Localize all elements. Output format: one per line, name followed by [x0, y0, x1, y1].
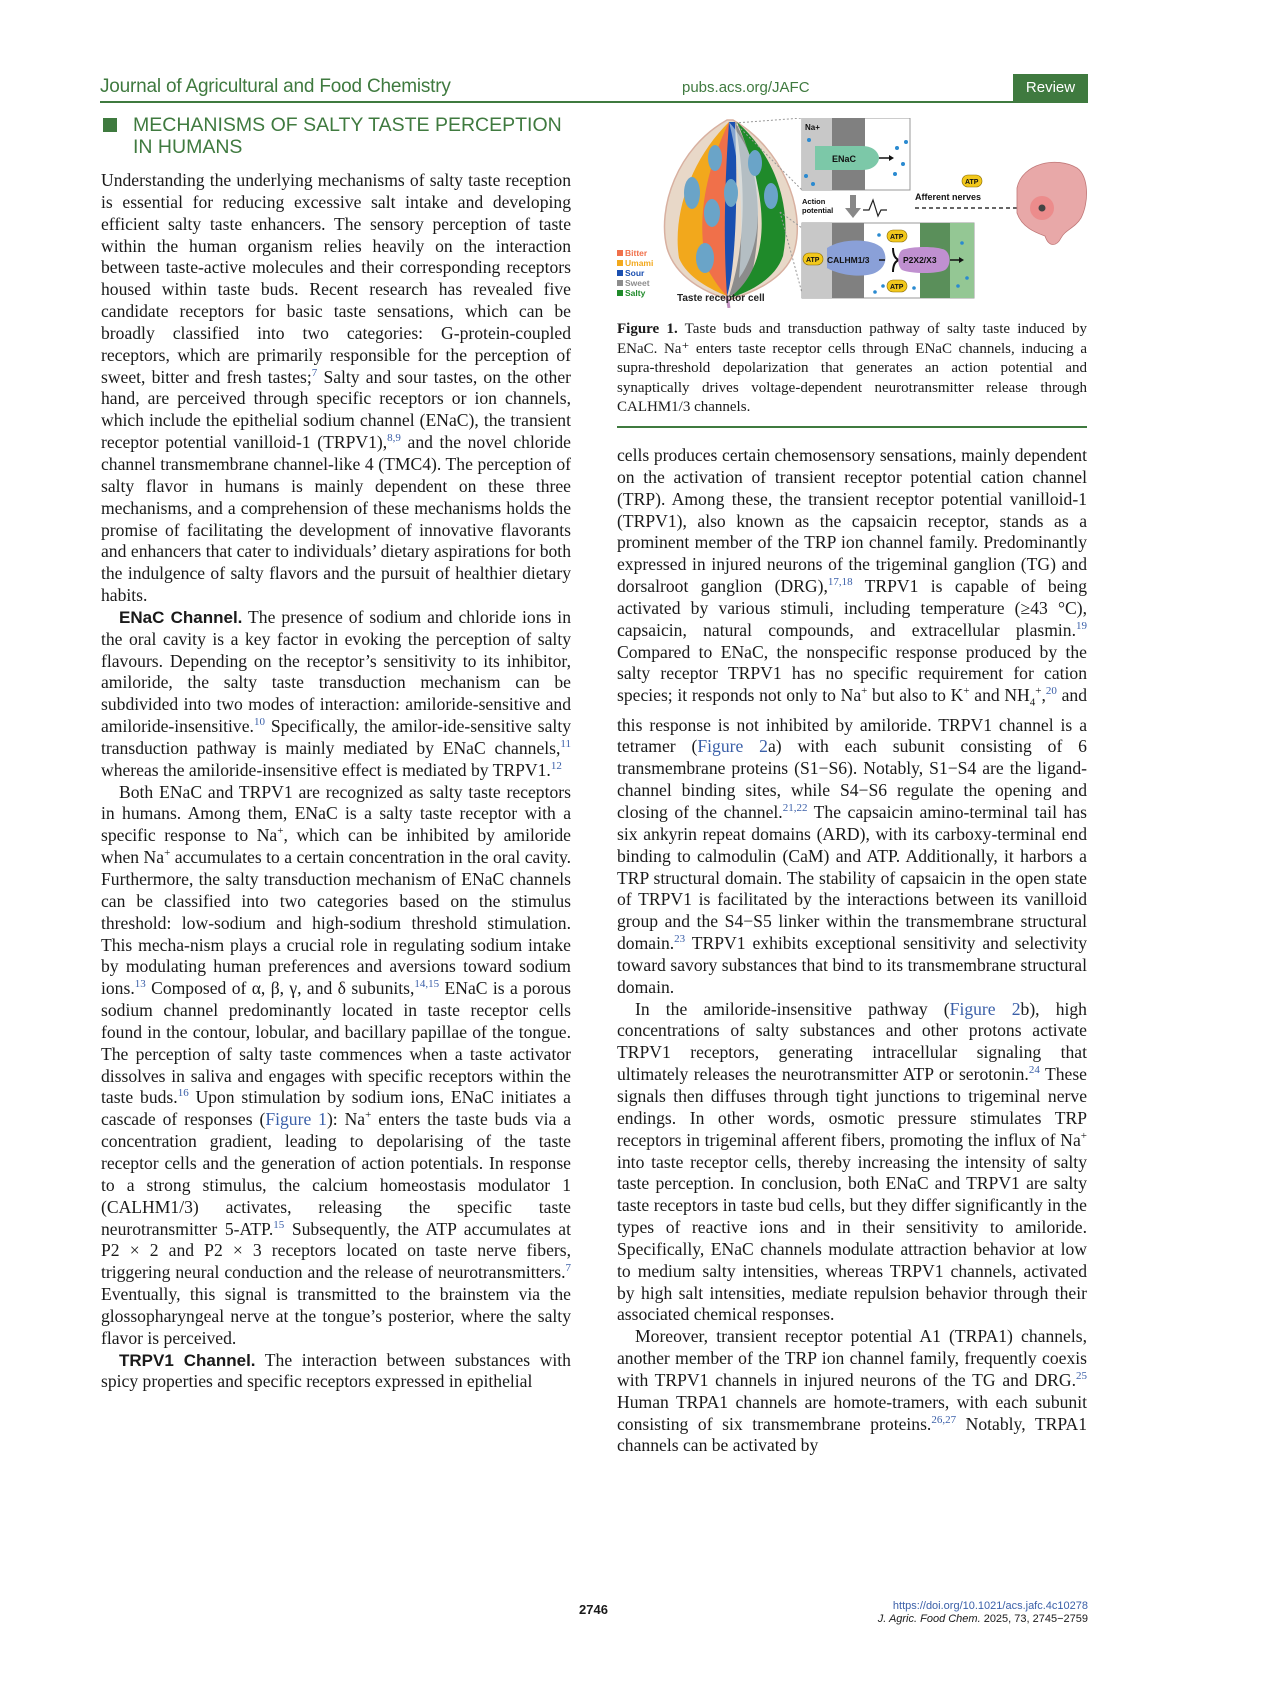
svg-text:Afferent nerves: Afferent nerves: [915, 192, 982, 202]
citation-link[interactable]: 7: [311, 366, 318, 379]
subsection-heading-enac: ENaC Channel.: [119, 607, 243, 627]
subsection-heading-trpv1: TRPV1 Channel.: [119, 1350, 256, 1370]
section-square-icon: [103, 118, 117, 132]
citation-link[interactable]: 23: [674, 933, 686, 946]
svg-text:ATP: ATP: [890, 284, 904, 291]
doi-link[interactable]: https://doi.org/10.1021/acs.jafc.4c10278: [892, 1600, 1088, 1612]
citation-link[interactable]: 19: [1076, 619, 1087, 632]
citation-link[interactable]: 10: [253, 716, 265, 729]
trpa1-paragraph: Moreover, transient receptor potential A1 (TRPA1) channels, another member of the TRP ion channel family, frequently coexis with TRPV1 channels in injured neurons of the TG and DRG.$^{25}$ Human TRPA1 channels are homote-tramers, with each subunit consisting of six transmembrane proteins.$^{26,27}$ Notably, TRPA1 channels can be activated by: [617, 1326, 1087, 1456]
citation-link[interactable]: 7: [565, 1262, 571, 1275]
trpv1-continuation-paragraph: cells produces certain chemosensory sensations, mainly dependent on the activation of transient receptor potential cation channel (TRP). Among these, the transient receptor potential vanilloid-1 (TRPV1), also known as the capsaicin receptor, stands as a prominent member of the TRP ion channel family. Predominantly expressed in injured neurons of the trigeminal ganglion (TG) and dorsalroot ganglion (DRG),$^{17,18}$ TRPV1 is capable of being activated by various stimuli, including temperature (≥43 °C), capsaicin, natural compounds, and extracellular plasmin.$^{19}$ Compared to ENaC, the nonspecific response produced by the salty receptor TRPV1 has no specific requirement for cation species; it responds not only to Na+ but also to K+ and $NH_4^+,^{20}$ and this response is not inhibited by amiloride. TRPV1 channel is a tetramer (Figure 2a) with each subunit consisting of 6 transmembrane proteins (S1−S6). Notably, S1−S4 are the ligand-channel binding sites, while S4−S6 regulate the opening and closing of the channel.$^{21,22}$ The capsaicin amino-terminal tail has six ankyrin repeat domains (ARD), with its carboxy-terminal end binding to calmodulin (CaM) and ATP. Additionally, it harbors a TRP structural domain. The stability of capsaicin in the open state of TRPV1 is facilitated by the interactions between its vanilloid group and the S4−S5 linker within the transmembrane structural domain.$^{23}$ TRPV1 exhibits exceptional sensitivity and selectivity toward savory substances that bind to its transmembrane structural domain.: [617, 445, 1088, 997]
svg-text:Action: Action: [802, 197, 826, 206]
citation-link[interactable]: 26,27: [931, 1413, 957, 1426]
citation-link[interactable]: 24: [1028, 1064, 1040, 1077]
svg-text:ATP: ATP: [890, 234, 904, 241]
amiloride-insensitive-paragraph: In the amiloride-insensitive pathway (Figure 2b), high concentrations of salty substances and other protons activate TRPV1 receptors, generating intracellular signaling that ultimately releases the neurotransmitter ATP or serotonin.$^{24}$ These signals then diffuses through tight junctions to trigeminal nerve endings. In other words, osmotic pressure stimulates TRP receptors in trigeminal afferent fibers, promoting the influx of Na+ into taste receptor cells, thereby increasing the intensity of salty taste perception. In conclusion, both ENaC and TRPV1 are salty taste receptors in taste bud cells, but they differ significantly in the types of reactive ions and in their sensitivity to amiloride. Specifically, ENaC channels modulate attraction behavior at low to medium salty intensities, whereas TRPV1 channels, activated by high salt intensities, mediate repulsion behavior through their associated chemical responses.: [617, 998, 1087, 1325]
citation-link[interactable]: 15: [273, 1218, 285, 1231]
legend-item-sweet: Sweet: [617, 278, 653, 288]
right-column: [617, 445, 1087, 1457]
citation-link[interactable]: 16: [177, 1087, 189, 1100]
article-type-badge: Review: [1013, 74, 1088, 101]
action-potential-arrow-icon: [845, 195, 887, 218]
brain-icon: [1017, 162, 1087, 244]
svg-text:ATP: ATP: [965, 179, 979, 186]
section-heading-text: MECHANISMS OF SALTY TASTE PERCEPTION IN HUMANS: [133, 114, 562, 158]
figure-caption-label: Figure 1.: [617, 321, 678, 337]
legend-item-umami: Umami: [617, 258, 653, 268]
figure-1-diagram: [617, 118, 1087, 308]
legend-item-bitter: Bitter: [617, 248, 653, 258]
cell-label: Taste receptor cell: [677, 293, 765, 304]
running-header: [100, 75, 1088, 103]
journal-site-link[interactable]: pubs.acs.org/JAFC: [682, 79, 810, 96]
figure-1-caption: Figure 1. Taste buds and transduction pathway of salty taste induced by ENaC. Na⁺ enters taste receptor cells through ENaC channels, inducing a supra-threshold depolarization that generates an action potential and synaptically drives voltage-dependent neurotransmitter release through CALHM1/3 channels.: [617, 321, 1088, 415]
taste-bud-pathway-svg: [617, 118, 1087, 308]
citation-line: J. Agric. Food Chem. 2025, 73, 2745−2759: [877, 1613, 1088, 1625]
calhm-panel: [802, 223, 974, 298]
figure-2-link[interactable]: Figure 2: [697, 736, 768, 757]
enac-detail-paragraph: Both ENaC and TRPV1 are recognized as salty taste receptors in humans. Among them, ENaC is a salty taste receptor with a specific response to Na+, which can be inhibited by amiloride when Na+ accumulates to a certain concentration in the oral cavity. Furthermore, the salty transduction mechanism of ENaC channels can be classified into two categories based on the stimulus threshold: low-sodium and high-sodium threshold stimulation. This mecha-nism plays a crucial role in regulating sodium intake by modulating human preferences and aversions toward sodium ions.$^{13}$ Composed of α, β, γ, and δ subunits,$^{14,15}$ ENaC is a porous sodium channel predominantly located in taste receptor cells found in the contour, lobular, and bacillary papillae of the tongue. The perception of salty taste commences when a taste activator dissolves in saliva and engages with specific receptors within the taste buds.$^{16}$ Upon stimulation by sodium ions, ENaC initiates a cascade of responses (Figure 1): Na+ enters the taste buds via a concentration gradient, leading to depolarising of the taste receptor cells and the generation of action potentials. In response to a strong stimulus, the calcium homeostasis modulator 1 (CALHM1/3) activates, releasing the specific taste neurotransmitter 5-ATP.$^{15}$ Subsequently, the ATP accumulates at P2 × 2 and P2 × 3 receptors located on taste nerve fibers, triggering neural conduction and the release of neurotransmitters.$^7$ Eventually, this signal is transmitted to the brainstem via the glossopharyngeal nerve at the tongue’s posterior, where the salty flavor is perceived.: [101, 781, 572, 1348]
citation-link[interactable]: 20: [1045, 685, 1057, 698]
svg-text:P2X2/X3: P2X2/X3: [903, 255, 937, 265]
figure-2-link[interactable]: Figure 2: [949, 998, 1021, 1019]
legend-item-salty: Salty: [617, 288, 653, 298]
citation-link[interactable]: 17,18: [827, 576, 853, 589]
enac-panel: [802, 118, 910, 190]
citation-link[interactable]: 8,9: [387, 432, 401, 445]
svg-text:Na+: Na+: [805, 123, 820, 132]
journal-title: Journal of Agricultural and Food Chemistry: [100, 76, 451, 97]
citation-link[interactable]: 25: [1076, 1370, 1087, 1383]
left-column: [101, 170, 571, 1393]
svg-text:ENaC: ENaC: [832, 154, 857, 164]
trpv1-paragraph: TRPV1 Channel. The interaction between substances with spicy properties and specific receptors expressed in epithelial: [101, 1349, 571, 1392]
citation-link[interactable]: 12: [550, 759, 562, 772]
section-heading: [103, 114, 583, 158]
figure-divider: [617, 426, 1087, 428]
taste-bud-icon: [665, 120, 798, 308]
citation-link[interactable]: 13: [134, 978, 146, 991]
enac-paragraph: ENaC Channel. The presence of sodium and chloride ions in the oral cavity is a key factor in evoking the perception of salty flavours. Depending on the receptor’s sensitivity to its inhibitor, amiloride, the salty taste transduction mechanism can be subdivided into two modes of interaction: amiloride-sensitive and amiloride-insensitive.$^{10}$ Specifically, the amilor-ide-sensitive salty transduction pathway is mainly mediated by ENaC channels,$^{11}$ whereas the amiloride-insensitive effect is mediated by TRPV1.12: [101, 606, 571, 780]
citation-link[interactable]: 21,22: [782, 802, 808, 815]
intro-paragraph: Understanding the underlying mechanisms of salty taste reception is essential for reducing excessive salt intake and developing efficient salty taste enhancers. The sensory perception of taste within the human organism relies heavily on the interaction between taste-active molecules and their corresponding receptors housed within taste buds. Recent research has revealed five candidate receptors for basic taste sensations, which can be broadly classified into two categories: G-protein-coupled receptors, which are primarily responsible for the perception of sweet, bitter and fresh tastes;$^7$ Salty and sour tastes, on the other hand, are perceived through specific receptors or ion channels, which include the epithelial sodium channel (ENaC), the transient receptor potential vanilloid-1 (TRPV1),$^{8,9}$ and the novel chloride channel transmembrane channel-like 4 (TMC4). The perception of salty flavor in humans is mainly dependent on these three mechanisms, and a comprehension of these mechanisms holds the promise of facilitating the development of innovative flavorants and enhancers that cater to individuals’ dietary aspirations for both the indulgence of salty flavors and the pursuit of healthier dietary habits.: [101, 170, 571, 606]
citation-link[interactable]: 11: [560, 738, 571, 751]
figure-1-link[interactable]: Figure 1: [265, 1109, 327, 1130]
svg-text:ATP: ATP: [806, 257, 820, 264]
citation-link[interactable]: 14,15: [414, 978, 440, 991]
svg-text:potential: potential: [802, 206, 834, 215]
page-number: 2746: [579, 1602, 608, 1617]
legend-item-sour: Sour: [617, 268, 653, 278]
svg-text:CALHM1/3: CALHM1/3: [827, 255, 870, 265]
